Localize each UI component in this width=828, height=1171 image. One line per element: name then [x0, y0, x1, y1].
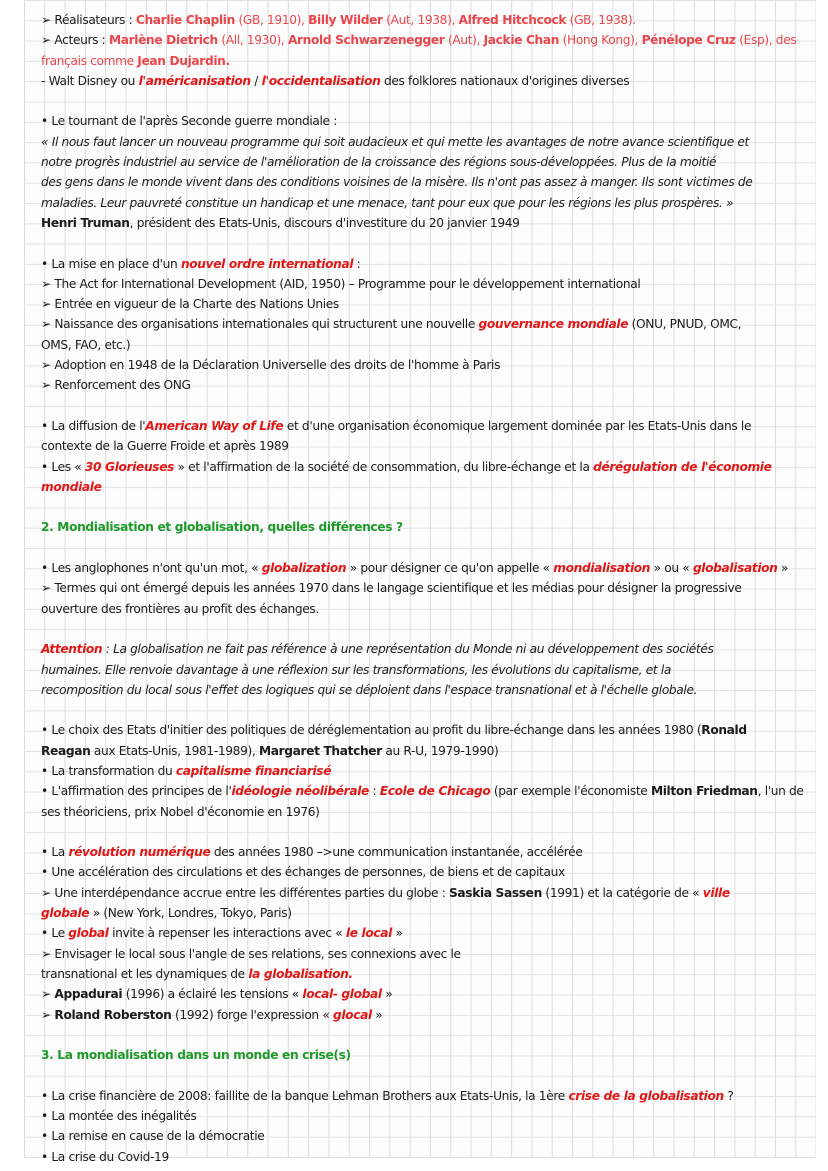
list-item: ➢ Renforcement des ONG	[41, 378, 191, 393]
interdependance-line: ➢ Une interdépendance accrue entre les différentes parties du globe : Saskia Sassen (1991) et la catégorie de « ville	[41, 885, 730, 900]
roberston-line: ➢ Roland Roberston (1992) forge l'expression « glocal »	[41, 1007, 383, 1022]
interdependance-line-cont: globale » (New York, Londres, Tokyo, Paris)	[41, 906, 292, 921]
arrow-bullet-icon: ➢	[41, 1007, 51, 1022]
tournant-heading: • Le tournant de l'après Seconde guerre mondiale :	[41, 114, 337, 129]
diffusion-line: • La diffusion de l'American Way of Life et d'une organisation économique largement dominée par les Etats-Unis dans le	[41, 418, 752, 433]
list-item-cont: OMS, FAO, etc.)	[41, 337, 131, 352]
transformation-line: • La transformation du capitalisme financiarisé	[41, 763, 332, 778]
realisateurs-line: ➢ Réalisateurs : Charlie Chaplin (GB, 1910), Billy Wilder (Aut, 1938), Alfred Hitchcock (GB, 1938).	[41, 13, 636, 27]
arrow-bullet-icon: ➢	[41, 276, 51, 291]
list-item: ➢ Entrée en vigueur de la Charte des Nations Unies	[41, 297, 339, 312]
arrow-bullet-icon: ➢	[41, 33, 51, 48]
arrow-bullet-icon: ➢	[41, 885, 51, 900]
arrow-bullet-icon: ➢	[41, 987, 51, 1002]
arrow-bullet-icon: ➢	[41, 317, 51, 332]
attention-line: recomposition du local sous l'effet des logiques qui se déploient dans l'espace transnational et à l'échelle globale.	[41, 682, 698, 697]
list-item: ➢ Adoption en 1948 de la Déclaration Universelle des droits de l'homme à Paris	[41, 358, 501, 373]
section-2-heading: 2. Mondialisation et globalisation, quelles différences ?	[41, 520, 403, 535]
truman-quote-line: « Il nous faut lancer un nouveau programme qui soit audacieux et qui mette les avantages de notre avance scientifique et	[41, 134, 749, 149]
disney-line: - Walt Disney ou l'américanisation / l'occidentalisation des folklores nationaux d'origines diverses	[41, 73, 630, 88]
termes-line: ➢ Termes qui ont émergé depuis les années 1970 dans le langage scientifique et les médias pour désigner la progressive	[41, 581, 742, 596]
truman-quote-line: notre progrès industriel au service de l'amélioration de la croissance des régions sous-développées. Plus de la moitié	[41, 155, 717, 170]
acteurs-line-cont: français comme Jean Dujardin.	[41, 53, 230, 68]
list-item: ➢ Naissance des organisations internationales qui structurent une nouvelle gouvernance mondiale (ONU, PNUD, OMC,	[41, 317, 742, 332]
acceleration-line: • Une accélération des circulations et des échanges de personnes, de biens et de capitaux	[41, 865, 565, 880]
affirmation-line: • L'affirmation des principes de l'idéologie néolibérale : Ecole de Chicago (par exemple l'économiste Milton Friedman, l'un de	[41, 784, 804, 799]
glorieuses-line: • Les « 30 Glorieuses » et l'affirmation de la société de consommation, du libre-échange et la dérégulation de l'économie	[41, 459, 772, 474]
anglophones-line: • Les anglophones n'ont qu'un mot, « globalization » pour désigner ce qu'on appelle « mondialisation » ou « globalisation »	[41, 561, 789, 576]
termes-line-cont: ouverture des frontières au profit des échanges.	[41, 601, 319, 616]
acteurs-line: ➢ Acteurs : Marlène Dietrich (All, 1930), Arnold Schwarzenegger (Aut), Jackie Chan (Hong Kong), Pénélope Cruz (Esp), des	[41, 33, 797, 48]
envisager-line: ➢ Envisager le local sous l'angle de ses relations, ses connexions avec le	[41, 946, 461, 961]
arrow-bullet-icon: ➢	[41, 358, 51, 373]
truman-quote-line: des gens dans le monde vivent dans des conditions voisines de la misère. Ils n'ont pas assez à manger. Ils sont victimes de	[41, 175, 753, 190]
list-item: ➢ The Act for International Development (AID, 1950) – Programme pour le développement international	[41, 276, 641, 291]
arrow-bullet-icon: ➢	[41, 297, 51, 312]
covid-line: • La crise du Covid-19	[41, 1149, 169, 1164]
envisager-line-cont: transnational et les dynamiques de la globalisation.	[41, 966, 353, 981]
inegalites-line: • La montée des inégalités	[41, 1109, 197, 1124]
affirmation-line-cont: ses théoriciens, prix Nobel d'économie en 1976)	[41, 804, 320, 819]
section-3-heading: 3. La mondialisation dans un monde en crise(s)	[41, 1048, 351, 1063]
glorieuses-line-cont: mondiale	[41, 479, 102, 494]
crise-line: • La crise financière de 2008: faillite de la banque Lehman Brothers aux Etats-Unis, la 1ère crise de la globalisation ?	[41, 1088, 734, 1103]
revolution-line: • La révolution numérique des années 1980 –>une communication instantanée, accélérée	[41, 845, 583, 860]
ordre-heading: • La mise en place d'un nouvel ordre international :	[41, 256, 361, 271]
truman-quote-line: maladies. Leur pauvreté constitue un handicap et une menace, tant pour eux que pour les régions les plus prospères. »	[41, 195, 734, 210]
truman-attribution: Henri Truman, président des Etats-Unis, discours d'investiture du 20 janvier 1949	[41, 215, 520, 230]
diffusion-line-cont: contexte de la Guerre Froide et après 1989	[41, 439, 289, 454]
arrow-bullet-icon: ➢	[41, 946, 51, 961]
arrow-bullet-icon: ➢	[41, 378, 51, 393]
attention-line: Attention : La globalisation ne fait pas référence à une représentation du Monde ni au développement des sociétés	[41, 642, 714, 657]
global-line: • Le global invite à repenser les interactions avec « le local »	[41, 926, 403, 941]
democratie-line: • La remise en cause de la démocratie	[41, 1129, 265, 1144]
arrow-bullet-icon: ➢	[41, 581, 51, 596]
arrow-bullet-icon: ➢	[41, 13, 51, 27]
appadurai-line: ➢ Appadurai (1996) a éclairé les tensions « local- global »	[41, 987, 393, 1002]
choix-line-cont: Reagan aux Etats-Unis, 1981-1989), Margaret Thatcher au R-U, 1979-1990)	[41, 743, 499, 758]
choix-line: • Le choix des Etats d'initier des politiques de déréglementation au profit du libre-échange dans les années 1980 (Ronald	[41, 723, 747, 738]
attention-line: humaines. Elle renvoie davantage à une réflexion sur les transformations, les évolutions du capitalisme, et la	[41, 662, 671, 677]
document-content	[41, 10, 804, 1164]
